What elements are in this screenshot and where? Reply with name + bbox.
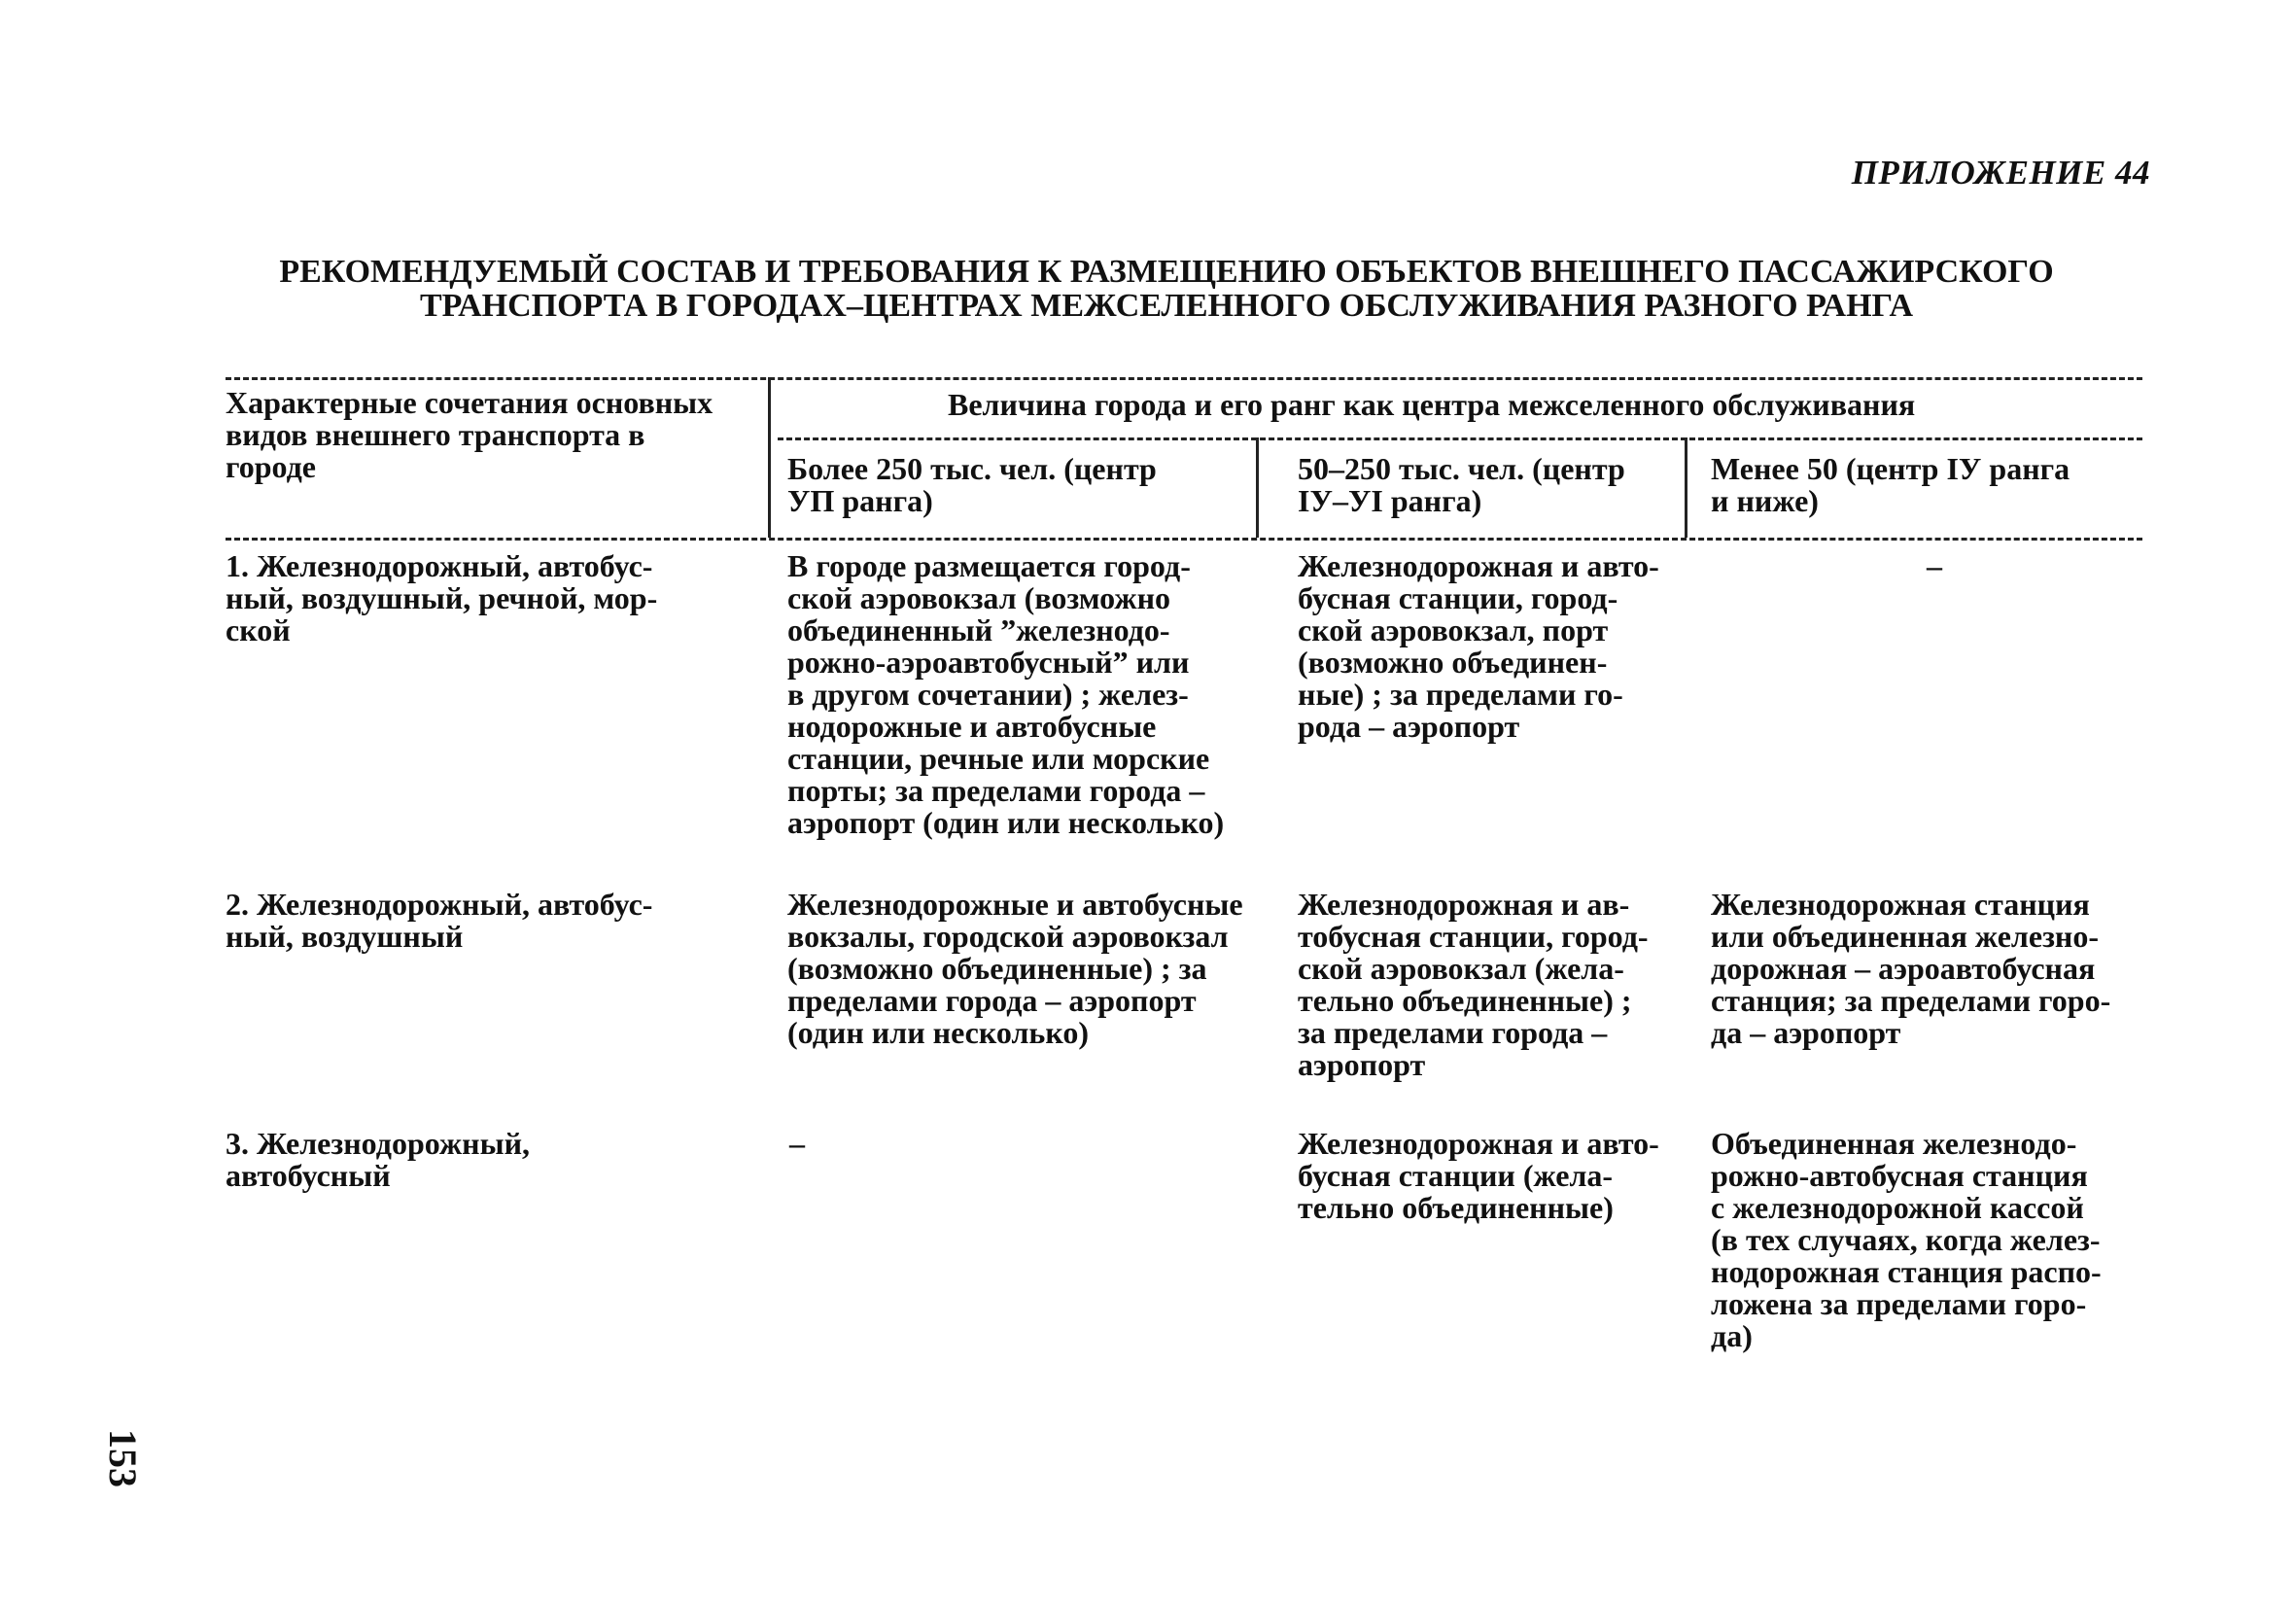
header-divider-1 <box>768 377 771 538</box>
row-1-under-50k: – <box>1927 548 1942 583</box>
header-50-250k: 50–250 тыс. чел. (центр IУ–УI ранга) <box>1298 451 1625 518</box>
row-1-over-250k: В городе размещается город- ской аэровокзал (возможно объединенный ”железнодо- рожно-аэроавтобусный” или в другом сочетании) ; желез- нодорожные и автобусные станции, речные или морские порты; за пределами города – аэропорт (один или несколько) <box>787 548 1225 840</box>
title-line-2: ТРАНСПОРТА В ГОРОДАХ–ЦЕНТРАХ МЕЖСЕЛЕННОГО ОБСЛУЖИВАНИЯ РАЗНОГО РАНГА <box>419 288 1914 324</box>
header-transport-types: Характерные сочетания основных видов внешнего транспорта в городе <box>226 385 713 484</box>
header-divider-3 <box>1685 437 1687 538</box>
appendix-label: ПРИЛОЖЕНИЕ 44 <box>1851 154 2150 192</box>
page-number: 153 <box>101 1429 145 1487</box>
title-line-1: РЕКОМЕНДУЕМЫЙ СОСТАВ И ТРЕБОВАНИЯ К РАЗМЕЩЕНИЮ ОБЪЕКТОВ ВНЕШНЕГО ПАССАЖИРСКОГО <box>279 254 2054 290</box>
page-title <box>243 255 2090 323</box>
header-divider-2 <box>1256 437 1259 538</box>
header-under-50k: Менее 50 (центр IУ ранга и ниже) <box>1711 451 2070 518</box>
row-1-transport: 1. Железнодорожный, автобус- ный, воздушный, речной, мор- ской <box>226 548 658 647</box>
row-3-under-50k: Объединенная железнодо- рожно-автобусная станция с железнодорожной кассой (в тех случаях, когда желез- нодорожная станция распо- ложена за пределами горо- да) <box>1711 1126 2102 1353</box>
header-over-250k: Более 250 тыс. чел. (центр УП ранга) <box>787 451 1157 518</box>
row-3-50-250k: Железнодорожная и авто- бусная станции (жела- тельно объединенные) <box>1298 1126 1659 1225</box>
group-header-rule <box>778 437 2142 440</box>
row-3-over-250k: – <box>789 1126 805 1161</box>
row-2-50-250k: Железнодорожная и ав- тобусная станции, город- ской аэровокзал (жела- тельно объединенные) ; за пределами города – аэропорт <box>1298 887 1649 1082</box>
table-top-rule <box>226 377 2142 380</box>
header-bottom-rule <box>226 538 2142 541</box>
row-3-transport: 3. Железнодорожный, автобусный <box>226 1126 530 1193</box>
row-1-50-250k: Железнодорожная и авто- бусная станции, город- ской аэровокзал, порт (возможно объединен- ные) ; за пределами го- рода – аэропорт <box>1298 548 1659 744</box>
header-city-size-group: Величина города и его ранг как центра межселенного обслуживания <box>948 387 1916 422</box>
row-2-transport: 2. Железнодорожный, автобус- ный, воздушный <box>226 887 653 954</box>
row-2-over-250k: Железнодорожные и автобусные вокзалы, городской аэровокзал (возможно объединенные) ; за пределами города – аэропорт (один или несколько) <box>787 887 1243 1050</box>
row-2-under-50k: Железнодорожная станция или объединенная железно- дорожная – аэроавтобусная станция; за пределами горо- да – аэропорт <box>1711 887 2111 1050</box>
